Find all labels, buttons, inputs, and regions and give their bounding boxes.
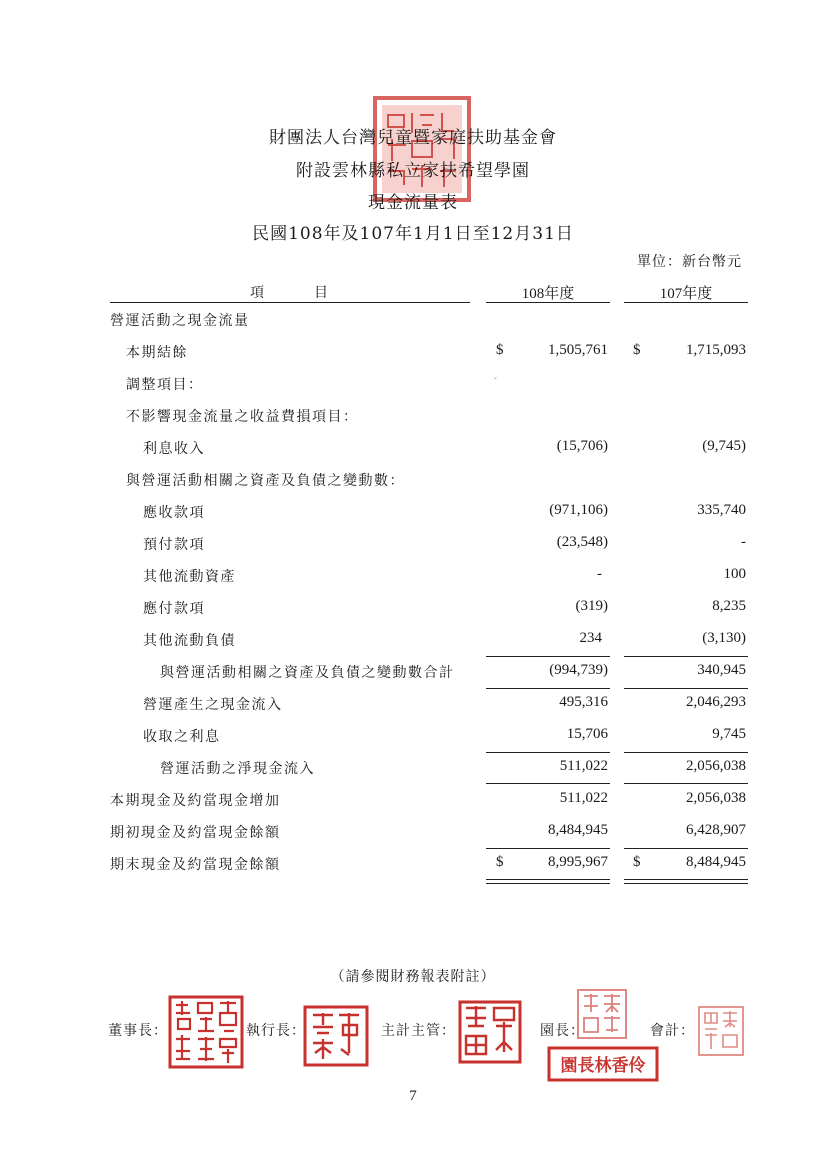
column-header-item: 項 目 — [250, 285, 330, 301]
row-label: 預付款項 — [143, 537, 205, 553]
value-107: 1,715,093 — [686, 342, 746, 358]
row-label: 不影響現金流量之收益費損項目： — [126, 409, 359, 425]
table-row — [0, 438, 826, 470]
value-108: 8,995,967 — [548, 854, 608, 870]
subtotal-line-107 — [624, 783, 748, 784]
value-107: 335,740 — [697, 502, 746, 518]
currency-symbol: $ — [633, 854, 641, 870]
value-108: (15,706) — [556, 438, 608, 454]
value-107: - — [741, 534, 746, 550]
ceo-seal — [303, 1005, 369, 1067]
row-label: 收取之利息 — [143, 729, 221, 745]
subtotal-line-107 — [624, 752, 748, 753]
value-108: 8,484,945 — [548, 822, 608, 838]
row-label: 與營運活動相關之資產及負債之變動數合計 — [160, 665, 455, 681]
sub-organization-name: 附設雲林縣私立家扶希望學園 — [296, 161, 530, 181]
row-label: 調整項目： — [126, 377, 204, 393]
header-underline-107 — [624, 302, 748, 303]
value-108: 234 — [579, 630, 602, 646]
value-108: 495,316 — [559, 694, 608, 710]
table-row — [0, 406, 826, 438]
value-108: 511,022 — [559, 758, 608, 774]
row-label: 應付款項 — [143, 601, 205, 617]
subtotal-line-107 — [624, 688, 748, 689]
currency-symbol: $ — [496, 854, 504, 870]
value-108: - — [597, 566, 602, 582]
table-row — [0, 566, 826, 598]
table-row — [0, 758, 826, 790]
table-row — [0, 502, 826, 534]
row-label: 營運產生之現金流入 — [143, 697, 283, 713]
reporting-period: 民國108年及107年1月1日至12月31日 — [252, 224, 574, 244]
total-line-108 — [486, 848, 610, 849]
table-row — [0, 694, 826, 726]
accountant-label: 會計： — [650, 1023, 695, 1039]
currency-unit: 單位：新台幣元 — [637, 254, 742, 270]
chairman-label: 董事長： — [108, 1023, 168, 1039]
director-seal — [576, 988, 628, 1040]
tick-mark: ˇ — [493, 378, 498, 388]
table-row — [0, 630, 826, 662]
row-label: 應收款項 — [143, 505, 205, 521]
row-label: 期末現金及約當現金餘額 — [110, 857, 281, 873]
accounting-supervisor-label: 主計主管： — [381, 1023, 456, 1039]
subtotal-line-108 — [486, 656, 610, 657]
table-row — [0, 310, 826, 342]
value-107: 9,745 — [712, 726, 746, 742]
value-108: (994,739) — [549, 662, 608, 678]
director-stamp — [547, 1046, 659, 1082]
double-underline-107 — [624, 883, 748, 884]
value-108: (23,548) — [556, 534, 608, 550]
value-107: 2,046,293 — [686, 694, 746, 710]
row-label: 期初現金及約當現金餘額 — [110, 825, 281, 841]
row-label: 本期結餘 — [126, 345, 188, 361]
value-108: (319) — [575, 598, 608, 614]
value-107: (9,745) — [702, 438, 746, 454]
currency-symbol: $ — [633, 342, 641, 358]
accounting-supervisor-seal — [458, 1000, 522, 1064]
director-stamp-text: 園長林香伶 — [560, 1056, 646, 1076]
table-row — [0, 534, 826, 566]
organization-name: 財團法人台灣兒童暨家庭扶助基金會 — [269, 128, 557, 148]
table-row — [0, 470, 826, 502]
row-label: 其他流動資產 — [143, 569, 236, 585]
double-underline-107 — [624, 879, 748, 880]
currency-symbol: $ — [496, 342, 504, 358]
table-row — [0, 790, 826, 822]
table-row — [0, 342, 826, 374]
subtotal-line-108 — [486, 688, 610, 689]
row-label: 與營運活動相關之資產及負債之變動數： — [126, 473, 405, 489]
value-107: (3,130) — [702, 630, 746, 646]
value-107: 2,056,038 — [686, 758, 746, 774]
subtotal-line-108 — [486, 783, 610, 784]
footnote: （請參閱財務報表附註） — [330, 969, 496, 985]
value-108: 1,505,761 — [548, 342, 608, 358]
page-number: 7 — [409, 1088, 417, 1104]
value-107: 100 — [723, 566, 746, 582]
value-108: (971,106) — [549, 502, 608, 518]
statement-title: 現金流量表 — [368, 193, 458, 213]
column-header-108: 108年度 — [521, 286, 575, 302]
value-107: 6,428,907 — [686, 822, 746, 838]
table-row — [0, 374, 826, 406]
header-underline-item — [110, 302, 470, 303]
value-107: 340,945 — [697, 662, 746, 678]
accountant-seal — [697, 1005, 745, 1057]
value-107: 2,056,038 — [686, 790, 746, 806]
organization-seal — [372, 95, 472, 203]
table-row — [0, 854, 826, 886]
column-header-107: 107年度 — [659, 286, 713, 302]
row-label: 營運活動之淨現金流入 — [160, 761, 315, 777]
table-row — [0, 598, 826, 630]
subtotal-line-108 — [486, 752, 610, 753]
value-107: 8,235 — [712, 598, 746, 614]
row-label: 營運活動之現金流量 — [110, 313, 250, 329]
value-108: 15,706 — [566, 726, 608, 742]
ceo-label: 執行長： — [246, 1023, 306, 1039]
value-108: 511,022 — [559, 790, 608, 806]
table-row — [0, 726, 826, 758]
total-line-107 — [624, 848, 748, 849]
row-label: 利息收入 — [143, 441, 205, 457]
table-row — [0, 822, 826, 854]
header-underline-108 — [486, 302, 610, 303]
row-label: 本期現金及約當現金增加 — [110, 793, 281, 809]
director-label: 園長： — [540, 1023, 585, 1039]
double-underline-108 — [486, 879, 610, 880]
subtotal-line-107 — [624, 656, 748, 657]
table-row — [0, 662, 826, 694]
value-107: 8,484,945 — [686, 854, 746, 870]
row-label: 其他流動負債 — [143, 633, 236, 649]
chairman-seal — [168, 995, 244, 1069]
double-underline-108 — [486, 883, 610, 884]
